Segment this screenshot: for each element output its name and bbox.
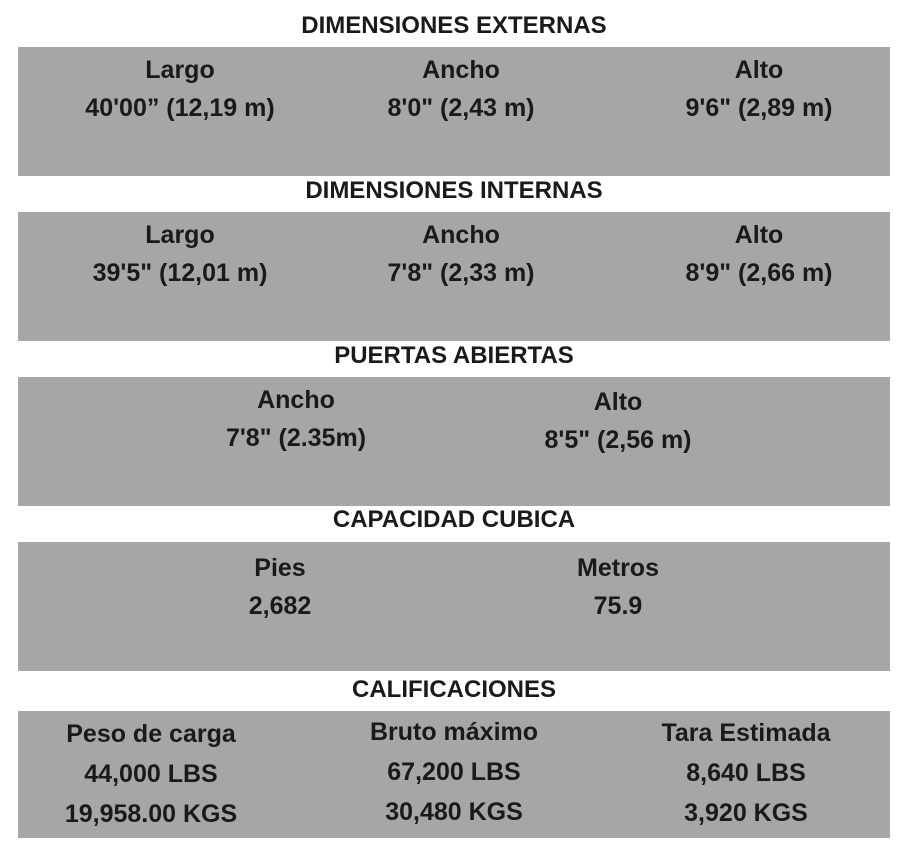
column-alto [616, 216, 902, 292]
column-value: 75.9 [593, 592, 643, 620]
panel-calificaciones [18, 711, 890, 838]
column-bruto-maximo [324, 712, 584, 832]
column-value-lbs: 44,000 LBS [84, 760, 218, 788]
column-value-kgs: 19,958.00 KGS [64, 800, 238, 828]
column-metros [490, 549, 746, 625]
column-ancho [318, 216, 604, 292]
panel-dimensiones-externas [18, 47, 890, 176]
column-value-lbs: 8,640 LBS [686, 759, 806, 787]
column-value: 2,682 [248, 592, 312, 620]
column-value: 9'6" (2,89 m) [685, 94, 833, 122]
column-value: 7'8" (2.35m) [225, 424, 367, 452]
column-label: Ancho [257, 386, 335, 414]
panel-dimensiones-internas [18, 212, 890, 341]
column-tara-estimada [616, 713, 876, 833]
column-peso-de-carga [20, 714, 282, 834]
column-value: 39'5" (12,01 m) [92, 259, 268, 287]
column-value: 40'00” (12,19 m) [85, 94, 275, 122]
column-label: Alto [593, 388, 643, 416]
column-ancho [168, 381, 424, 457]
column-value: 8'5" (2,56 m) [544, 426, 692, 454]
column-label: Ancho [422, 221, 500, 249]
column-largo [38, 216, 322, 292]
column-alto [490, 383, 746, 459]
section-title-dimensiones-externas: DIMENSIONES EXTERNAS [301, 12, 607, 39]
section-title-calificaciones: CALIFICACIONES [352, 676, 556, 703]
column-label: Alto [734, 221, 784, 249]
column-label: Ancho [422, 56, 500, 84]
column-label: Peso de carga [66, 720, 236, 748]
column-value-lbs: 67,200 LBS [387, 758, 521, 786]
column-ancho [318, 51, 604, 127]
column-label: Bruto máximo [369, 718, 539, 746]
section-title-capacidad-cubica: CAPACIDAD CUBICA [332, 506, 576, 533]
column-value: 8'0" (2,43 m) [387, 94, 535, 122]
column-label: Tara Estimada [661, 719, 831, 747]
column-value: 7'8" (2,33 m) [387, 259, 535, 287]
column-value-kgs: 3,920 KGS [684, 799, 808, 827]
panel-capacidad-cubica [18, 542, 890, 671]
section-title-dimensiones-internas: DIMENSIONES INTERNAS [305, 177, 603, 204]
column-label: Largo [145, 56, 215, 84]
column-alto [616, 51, 902, 127]
section-title-puertas-abiertas: PUERTAS ABIERTAS [334, 342, 574, 369]
column-value: 8'9" (2,66 m) [685, 259, 833, 287]
column-largo [38, 51, 322, 127]
column-label: Pies [254, 554, 306, 582]
column-label: Alto [734, 56, 784, 84]
column-pies [152, 549, 408, 625]
column-label: Largo [145, 221, 215, 249]
column-label: Metros [577, 554, 659, 582]
panel-puertas-abiertas [18, 377, 890, 506]
column-value-kgs: 30,480 KGS [385, 798, 523, 826]
